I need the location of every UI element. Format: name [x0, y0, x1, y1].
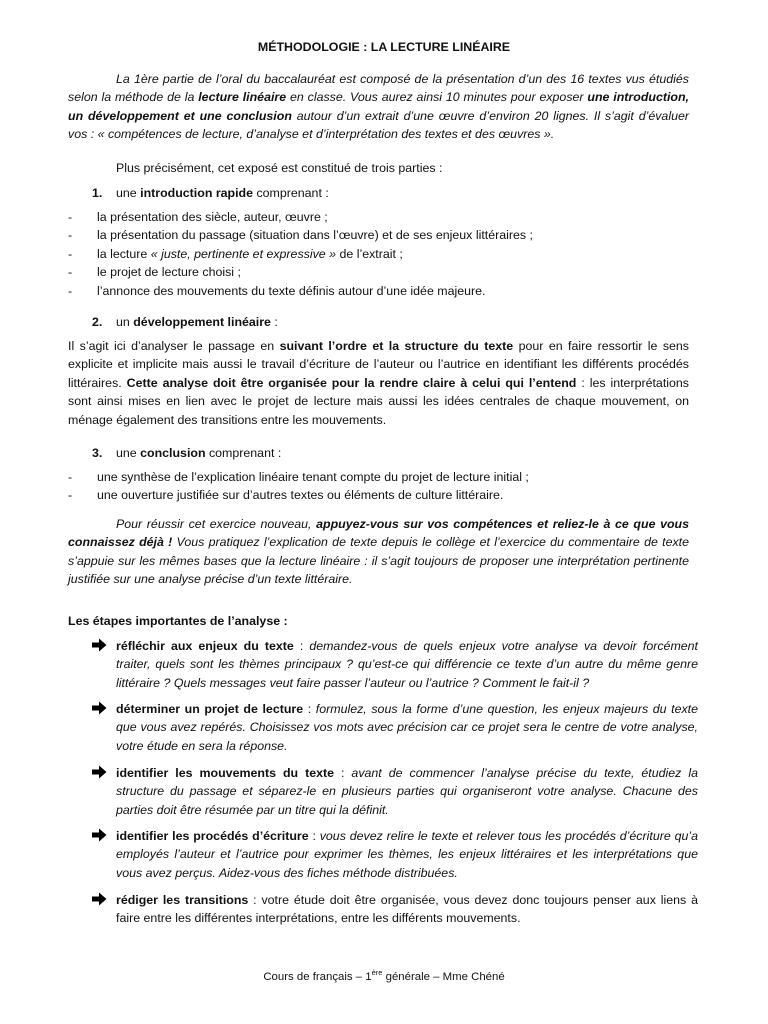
step-text — [116, 764, 698, 819]
step-text — [116, 700, 698, 755]
advice-text-1: Pour réussir cet exercice nouveau, — [116, 517, 317, 531]
part-3-heading — [92, 444, 281, 462]
part-2-text-1: Il s’agit ici d’analyser le passage en — [68, 339, 280, 353]
step-description: demandez-vous de quels enjeux votre analyse va devoir forcément traiter, quels sont les thèmes principaux ? qu’est-ce qui différencie ce texte d’un autre du même genre littéraire ? Quels messages veut faire passer l’auteur ou l’autrice ? Comment le fait-il ? — [116, 639, 698, 690]
list-item: - l’annonce des mouvements du texte définis autour d’une idée majeure. — [68, 282, 689, 300]
footer-sup: ère — [371, 968, 383, 977]
parts-intro: Plus précisément, cet exposé est constitué de trois parties : — [116, 161, 443, 175]
list-item: - la présentation des siècle, auteur, œuvre ; — [68, 208, 689, 226]
arrow-right-icon — [92, 765, 107, 779]
step-text — [116, 827, 698, 882]
list-item — [68, 245, 689, 263]
part-1-heading — [92, 184, 329, 202]
part-2-paragraph — [68, 337, 689, 429]
arrow-right-icon — [92, 638, 107, 652]
part-3-list — [68, 468, 689, 505]
list-item: - une synthèse de l’explication linéaire tenant compte du projet de lecture initial ; — [68, 468, 689, 486]
part-3-pre: une — [116, 446, 141, 460]
intro-text-1: La 1ère partie de l’oral du baccalauréat est composé de la présentation d’un des 16 textes vus étudiés selon la méthode de la — [68, 72, 689, 105]
arrow-right-icon — [92, 828, 107, 842]
part-1-list — [68, 208, 689, 300]
part-2-post: : — [270, 315, 278, 329]
footer-post: générale – Mme Chéné — [382, 971, 505, 983]
advice-bold: appuyez-vous sur vos compétences et reliez-le à ce que vous connaissez déjà ! — [68, 517, 690, 550]
part-2-bold-2: Cette analyse doit être organisée pour la rendre claire à celui qui l’entend — [126, 375, 577, 390]
advice-text-2: Vous pratiquez l’explication de texte depuis le collège et l’exercice du commentaire de texte s’appuie sur les mêmes bases que la lecture linéaire : il s’agit toujours de proposer une interprétation pertinente justifiée sur une analyse précise d’un texte littéraire. — [68, 535, 690, 587]
part-2-bold: développement linéaire — [133, 315, 271, 329]
part-1-number: 1. — [92, 186, 103, 200]
step-description: formulez, sous la forme d’une question, les enjeux majeurs du texte que vous avez repérés. Choisissez vos mots avec précision car ce projet sera le centre de votre analyse, votre étude en sera la réponse. — [116, 702, 698, 753]
part-1-bold: introduction rapide — [140, 186, 254, 200]
part-3-number: 3. — [92, 446, 103, 460]
step-separator: : — [248, 893, 262, 907]
intro-bold-2: une introduction, un développement et une conclusion — [68, 90, 690, 123]
list-item: - le projet de lecture choisi ; — [68, 263, 689, 281]
list-item-italic: « juste, pertinente et expressive » — [150, 246, 337, 261]
steps-heading: Les étapes importantes de l’analyse : — [68, 614, 288, 628]
step-text — [116, 891, 698, 928]
part-2-pre: un — [116, 315, 134, 329]
step-item — [92, 637, 698, 692]
arrow-right-icon — [92, 701, 107, 715]
step-label: réfléchir aux enjeux du texte — [116, 639, 294, 653]
step-separator: : — [334, 766, 352, 780]
step-text — [116, 637, 698, 692]
advice-paragraph — [68, 515, 689, 589]
step-separator: : — [293, 639, 310, 653]
intro-paragraph — [68, 70, 689, 144]
part-1-pre: une — [116, 186, 141, 200]
page-footer — [0, 969, 768, 985]
step-description: vous devez relire le texte et relever tous les procédés d’écriture qu’a employés l’auteur et l’autrice pour exprimer les thèmes, les enjeux littéraires et les interprétations que vous avez perçus. Aidez-vous des fiches méthode distribuées. — [116, 829, 698, 880]
step-label: identifier les mouvements du texte — [116, 766, 334, 780]
step-separator: : — [308, 829, 320, 843]
part-2-number: 2. — [92, 315, 103, 329]
step-label: rédiger les transitions — [116, 893, 249, 907]
part-2-text-2: pour en faire ressortir le sens explicite et implicite mais aussi le travail d’écriture de l’auteur ou l’autrice en identifiant les différents procédés littéraires. — [68, 339, 689, 390]
list-item-post: de l’extrait ; — [339, 246, 403, 261]
step-description: avant de commencer l’analyse précise du texte, étudiez la structure du passage et séparez-le en plusieurs parties qui organiseront votre analyse. Chacune des parties doit être résumée par un titre qui la définit. — [116, 766, 698, 817]
step-item — [92, 827, 698, 882]
step-item — [92, 764, 698, 819]
intro-bold-1: lecture linéaire — [198, 90, 287, 105]
step-item — [92, 891, 698, 928]
part-3-bold: conclusion — [140, 446, 206, 460]
step-item — [92, 700, 698, 755]
step-separator: : — [303, 702, 316, 716]
intro-text-2: en classe. Vous aurez ainsi 10 minutes pour exposer — [286, 90, 588, 105]
part-1-post: comprenant : — [253, 186, 329, 200]
arrow-right-icon — [92, 892, 107, 906]
list-item: - la présentation du passage (situation dans l’œuvre) et de ses enjeux littéraires ; — [68, 226, 689, 244]
intro-text-3: autour d’un extrait d’une œuvre d’environ 20 lignes. Il s’agit d’évaluer vos : « compétences de lecture, d’analyse et d’interprétation des textes et des œuvres ». — [68, 108, 689, 142]
part-2-heading — [92, 313, 278, 331]
step-description: votre étude doit être organisée, vous devez donc toujours penser aux liens à faire entre les différentes interprétations, entre les différents mouvements. — [116, 893, 698, 926]
part-2-bold-1: suivant l’ordre et la structure du texte — [279, 339, 514, 353]
page-title: MÉTHODOLOGIE : LA LECTURE LINÉAIRE — [257, 40, 511, 54]
list-item: - une ouverture justifiée sur d’autres textes ou éléments de culture littéraire. — [68, 486, 689, 504]
part-3-post: comprenant : — [205, 446, 282, 460]
part-2-text-3: : les interprétations sont ainsi mises en lien avec le projet de lecture mais aussi les idées centrales de chaque mouvement, on ménage également des transitions entre les mouvements. — [68, 375, 689, 427]
list-item-pre: la lecture — [97, 246, 151, 261]
step-label: identifier les procédés d’écriture — [116, 829, 309, 843]
step-label: déterminer un projet de lecture — [116, 702, 304, 716]
footer-pre: Cours de français – 1 — [263, 971, 372, 983]
